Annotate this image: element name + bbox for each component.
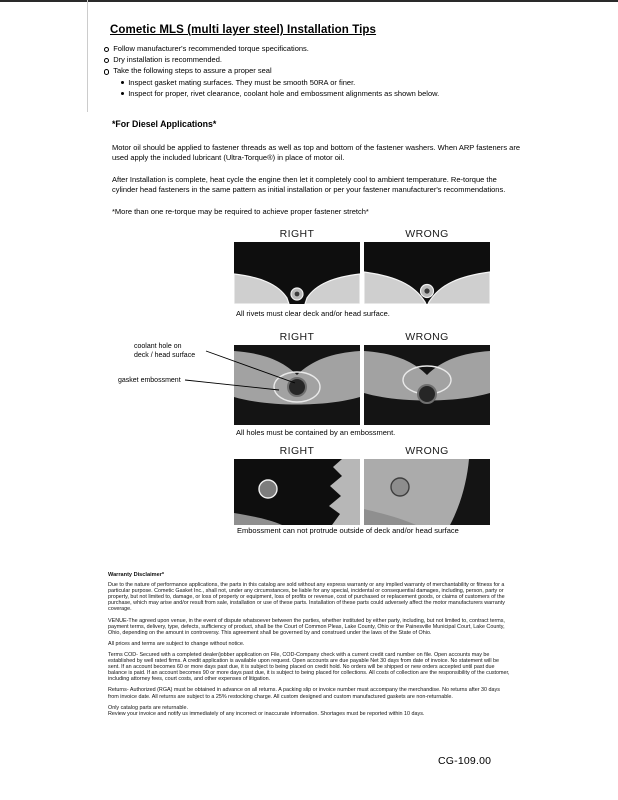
diesel-paragraph-1: Motor oil should be applied to fastener threads as well as top and bottom of the fastener washers. When ARP fasteners are used apply the included lubricant (Ultra-Torque®) in place of motor oil. (112, 142, 521, 163)
gasket-embossment-annotation: gasket embossment (118, 377, 181, 384)
diesel-paragraph-2: After Installation is complete, heat cycle the engine then let it completely cool to ambient temperature. Re-torque the cylinder head fasteners in the same pattern as initial installation or per your fastener manufacturer's recommendations. (112, 174, 506, 195)
tip-text: Take the following steps to assure a proper seal (113, 66, 272, 76)
list-item (104, 67, 439, 75)
page-code: CG-109.00 (438, 755, 492, 767)
embossment-right-diagram (234, 345, 360, 425)
diesel-applications-heading: *For Diesel Applications* (112, 119, 217, 129)
legal-paragraph-invoice: Review your invoice and notify us immediately of any incorrect or inaccurate information. Shortages must be reported within 10 days. (108, 711, 425, 718)
legal-section (108, 572, 512, 722)
row1-caption: All rivets must clear deck and/or head surface. (236, 309, 390, 318)
legal-paragraph-catalog: Only catalog parts are returnable. (108, 704, 189, 711)
open-bullet-icon (104, 47, 109, 52)
annotation-line-2: deck / head surface (134, 352, 196, 359)
row2-wrong-label: WRONG (405, 331, 449, 343)
row3-right-label: RIGHT (279, 445, 315, 457)
coolant-hole-annotation (134, 342, 195, 360)
list-item (104, 45, 439, 53)
legal-paragraph-warranty: Due to the nature of performance applications, the parts in this catalog are sold without any express warranty or any implied warranty of merchantability or fitness for a particular purpose. Cometic Gasket Inc., shall not, under any circumstances, be liable for any special, incidental or consequential damages, including, person, party or property, but not limited to, damage, or loss of property or equipment, loss of profits or revenue, cost of purchased or replacement goods, or claims of customers of the purchase, which may arise and/or result from sale, installation or use of these parts. Installation of these parts could adversely affect the motor manufacturers warranty coverage. (108, 582, 505, 613)
retorque-note: *More than one re-torque may be required to achieve proper fastener stretch* (112, 207, 369, 216)
tip-text: Follow manufacturer's recommended torque specifications. (113, 44, 309, 53)
legal-paragraph-returns: Returns- Authorized (RGA) must be obtained in advance on all returns. A packing slip or invoice number must accompany the merchandise. No returns after 30 days from invoice date. All returns are subject to a 25% restocking charge. All custom designed and custom manufactured gaskets are non-returnable. (108, 687, 500, 700)
tip-text: Inspect for proper, rivet clearance, coolant hole and embossment alignments as shown below. (128, 88, 440, 98)
row1-wrong-label: WRONG (405, 228, 449, 240)
filled-bullet-icon (121, 81, 124, 84)
annotation-line-1: coolant hole on (134, 343, 182, 350)
page-title: Cometic MLS (multi layer steel) Installation Tips (110, 24, 377, 36)
tip-text: Dry installation is recommended. (113, 55, 222, 65)
list-item (104, 56, 439, 64)
row1-right-label: RIGHT (279, 228, 315, 240)
legal-paragraph-terms: Terms COD- Secured with a completed dealer/jobber application on File, COD-Company check with a current credit card number on file. Open accounts may be established by well rated firms. A credit application is available upon request. Open accounts are due payable Net 30 days from date of invoice. No statement will be sent. If an account becomes 60 or more days past due, it is subject to being placed on credit hold. No orders will be shipped or new orders accepted until past due balance is paid. If an account becomes 90 or more days past due, it is subject to being placed for collections. All costs of collection are the responsibility of the customer, including attorney fees, court costs, and other expenses of litigation. (108, 651, 510, 683)
legal-paragraph-prices: All prices and terms are subject to change without notice. (108, 640, 245, 647)
tips-list (104, 45, 439, 101)
legal-paragraph-venue: VENUE-The agreed upon venue, in the event of dispute whatsoever between the parties, whether instituted by either party, including, but not limited to, contract terms, payment terms, delivery, type, defects, sufficiency of product, shall be the Court of Common Pleas, Lake County, Ohio or the Painesville Municipal Court, Lake County, Ohio, depending on the amount in controversy. This agreement shall be governed by and construed under the laws of the State of Ohio. (108, 617, 505, 636)
protrusion-right-diagram (234, 459, 360, 525)
filled-bullet-icon (121, 92, 124, 95)
row2-right-label: RIGHT (279, 331, 315, 343)
warranty-disclaimer-heading: Warranty Disclaimer* (108, 572, 165, 578)
embossment-wrong-diagram (364, 345, 490, 425)
row2-caption: All holes must be contained by an embossment. (236, 428, 396, 437)
rivet-wrong-diagram (364, 242, 490, 304)
row3-wrong-label: WRONG (405, 445, 449, 457)
list-item (121, 79, 439, 87)
row3-caption: Embossment can not protrude outside of deck and/or head surface (237, 526, 459, 535)
scan-edge-top (0, 0, 618, 2)
rivet-right-diagram (234, 242, 360, 304)
open-bullet-icon (104, 58, 109, 63)
list-item (121, 90, 439, 98)
protrusion-wrong-diagram (364, 459, 490, 525)
scan-edge-left (87, 0, 88, 112)
tip-text: Inspect gasket mating surfaces. They must be smooth 50RA or finer. (128, 77, 356, 87)
open-bullet-icon (104, 69, 109, 74)
